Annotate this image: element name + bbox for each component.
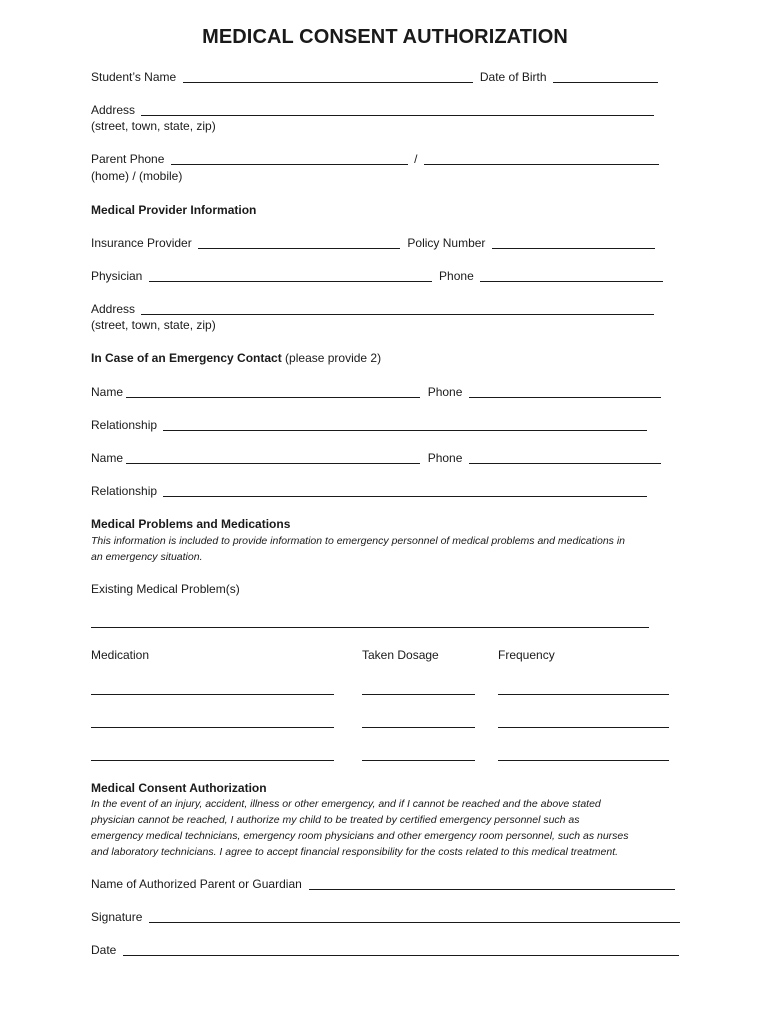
existing-problems-label: Existing Medical Problem(s) [91,582,240,596]
frequency-field-1[interactable] [498,694,669,695]
student-address-field[interactable] [141,103,654,116]
medication-column-header: Medication [91,648,150,662]
contact-2-phone-label: Phone [427,451,463,465]
date-row [91,942,679,958]
physician-row [91,268,663,284]
phone-separator: / [414,152,418,166]
emergency-heading-bold: In Case of an Emergency Contact [91,351,282,365]
emergency-contact-2-row [91,450,661,466]
emergency-heading [91,350,381,366]
contact-1-relationship-field[interactable] [163,418,647,431]
signature-row [91,909,680,925]
provider-address-field[interactable] [141,302,654,315]
physician-phone-field[interactable] [480,269,663,282]
dob-label: Date of Birth [479,70,547,84]
contact-1-name-field[interactable] [126,385,420,398]
dosage-field-3[interactable] [362,760,475,761]
student-address-row [91,102,654,118]
emergency-contact-2-relationship-row [91,483,647,499]
student-name-field[interactable] [183,70,473,83]
form-title: MEDICAL CONSENT AUTHORIZATION [202,26,568,48]
provider-address-row [91,301,654,317]
contact-1-phone-field[interactable] [469,385,661,398]
consent-heading: Medical Consent Authorization [91,781,267,795]
student-name-row [91,69,658,85]
parent-phone-hint: (home) / (mobile) [91,169,183,183]
contact-2-phone-field[interactable] [469,451,661,464]
physician-label: Physician [91,269,143,283]
contact-1-phone-label: Phone [427,385,463,399]
provider-address-label: Address [91,302,136,316]
contact-2-name-field[interactable] [126,451,420,464]
consent-text [91,796,629,860]
medical-note-line-1: This information is included to provide information to emergency personnel of medical problems and medications in [91,535,626,547]
date-label: Date [91,943,117,957]
frequency-field-2[interactable] [498,727,669,728]
guardian-label: Name of Authorized Parent or Guardian [91,877,302,891]
consent-text-line-2: physician cannot be reached, I authorize my child to be treated by certified emergency personnel such as [91,814,580,826]
date-field[interactable] [123,943,679,956]
physician-field[interactable] [149,269,432,282]
existing-problems-field[interactable] [91,627,649,628]
parent-phone-row [91,151,659,167]
medical-heading: Medical Problems and Medications [91,517,291,531]
emergency-contact-1-row [91,384,661,400]
medication-field-1[interactable] [91,694,334,695]
provider-heading: Medical Provider Information [91,203,257,217]
home-phone-field[interactable] [171,152,408,165]
emergency-contact-1-relationship-row [91,417,647,433]
guardian-field[interactable] [309,877,675,890]
contact-2-name-label: Name [91,451,124,465]
student-address-hint: (street, town, state, zip) [91,119,216,133]
contact-2-relationship-field[interactable] [163,484,647,497]
dosage-column-header: Taken Dosage [362,648,439,662]
medical-note [91,533,625,565]
frequency-field-3[interactable] [498,760,669,761]
consent-text-line-4: and laboratory technicians. I agree to accept financial responsibility for the costs related to this medical treatment. [91,846,619,858]
emergency-heading-note: (please provide 2) [281,351,382,365]
frequency-column-header: Frequency [498,648,555,662]
consent-text-line-3: emergency medical technicians, emergency room physicians and other emergency room personnel, such as nurses [91,830,629,842]
contact-1-relationship-label: Relationship [91,418,158,432]
mobile-phone-field[interactable] [424,152,659,165]
policy-label: Policy Number [407,236,486,250]
insurance-field[interactable] [198,236,400,249]
insurance-row [91,235,655,251]
insurance-label: Insurance Provider [91,236,192,250]
physician-phone-label: Phone [439,269,474,283]
provider-address-hint: (street, town, state, zip) [91,318,216,332]
medication-field-3[interactable] [91,760,334,761]
guardian-row [91,876,675,892]
policy-field[interactable] [492,236,655,249]
contact-2-relationship-label: Relationship [91,484,158,498]
student-name-label: Student’s Name [91,70,177,84]
parent-phone-label: Parent Phone [91,152,165,166]
consent-text-line-1: In the event of an injury, accident, illness or other emergency, and if I cannot be reached and the above stated [91,798,601,810]
student-address-label: Address [91,103,136,117]
signature-label: Signature [91,910,143,924]
medication-field-2[interactable] [91,727,334,728]
dob-field[interactable] [553,70,658,83]
medical-note-line-2: an emergency situation. [91,551,203,563]
dosage-field-1[interactable] [362,694,475,695]
signature-field[interactable] [149,910,680,923]
contact-1-name-label: Name [91,385,124,399]
dosage-field-2[interactable] [362,727,475,728]
